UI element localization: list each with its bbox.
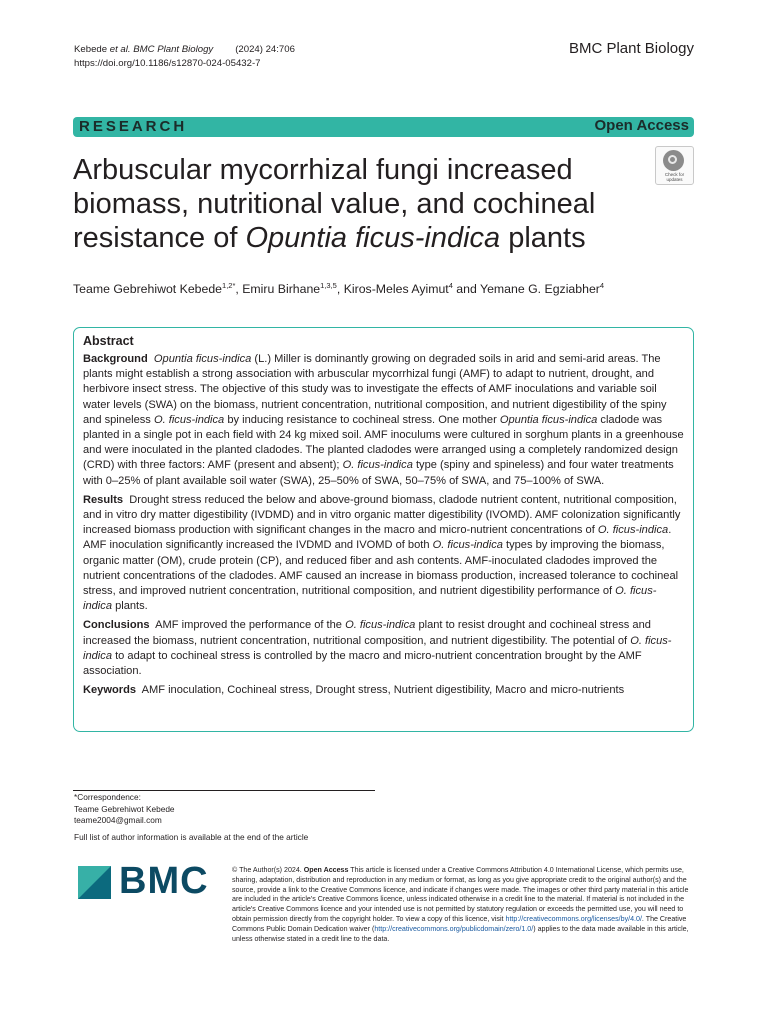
abstract-conclusions: Conclusions AMF improved the performance of the O. ficus-indica plant to resist drought and cochineal stress and increased the biomass, nutrient concentration, nutritional composition, and nutrient digestibility. The potential of O. ficus-indica to adapt to cochineal stress is controlled by the macro and micro-nutrient concentration brought by the AMF association. [83,619,672,678]
check-for-updates-button[interactable] [655,146,694,185]
bmc-logo [78,860,218,906]
header-journal-short: et al. BMC Plant Biology [109,44,214,55]
abstract-results: Results Drought stress reduced the below and above-ground biomass, cladode nutrient content, nutritional composition, and in vitro dry matter digestibility (IVDMD) and in vitro organic matter digestibility (IVOMD). AMF colonization significantly increased biomass production with significant changes in the macro and micro-nutrient concentrations of O. ficus-indica. AMF inoculation significantly increased the IVDMD and IVOMD of both O. ficus-indica types by improving the biomass, organic matter (OM), crude protein (CP), and reduced fiber and ash contents. AMF-inoculated cladodes improved the nutrient concentrations of the cladodes. AMF caused an increase in biomass production, increased tolerance to cochineal stress, and improved nutrient concentration, nutritional composition, and nutrient digestibility performance of O. ficus-indica plants. [83,493,681,613]
footnote-divider [73,790,375,791]
author-affiliation: 1,2* [222,281,236,290]
check-updates-icon [663,150,684,171]
header-volume: (2024) 24:706 [235,44,295,55]
check-updates-label: Check for updates [664,172,685,182]
citation-line [74,43,295,57]
bmc-logo-text: BMC [119,860,209,902]
doi-link[interactable]: https://doi.org/10.1186/s12870-024-05432-7 [74,58,261,69]
author-affiliation: 4 [448,281,453,290]
abstract-keywords: Keywords AMF inoculation, Cochineal stress, Drought stress, Nutrient digestibility, Macro and micro-nutrients [83,684,625,697]
open-access-label: Open Access [594,117,689,134]
header-author: Kebede [74,44,110,55]
author-list: Teame Gebrehiwot Kebede$^{1,2*}$, Emiru Birhane$^{1,3,5}$, Kiros-Meles Ayimut$^4$ and Yemane G. Egziabher$^4$ [73,281,605,296]
abstract-background: Background Opuntia ficus-indica (L.) Miller is dominantly growing on degraded soils in arid and semi-arid areas. The plants might establish a strong association with arbuscular mycorrhizal fungi (AMF) to adapt to nutrient, drought, and herbivore insect stress. The objective of this study was to investigate the effects of AMF inoculations and variable soil water levels (SWA) on the biomass, nutrient concentration, nutritional composition, and nutrient digestibility of the spiny and spineless O. ficus-indica by inducing resistance to cochineal stress. One mother Opuntia ficus-indica cladode was planted in a single pot in each field with 24 kg mixed soil. AMF inoculums were cultured in sorghum plants in a greenhouse and were inoculated in the planted cladodes. The planted cladodes were arranged using a completely randomized design (CRD) with three factors: AMF (present and absent); O. ficus-indica type (spiny and spineless) and four water treatments with 0–25% of plant available soil water (SWA), 25–50% of SWA, 50–75% of SWA, and 75–100% of SWA. [83,353,684,487]
author-name[interactable]: Yemane G. Egziabher [480,282,600,296]
abstract-heading: Abstract [83,334,134,348]
license-statement: © The Author(s) 2024. Open Access This article is licensed under a Creative Commons Attribution 4.0 International License, which permits use, sharing, adaptation, distribution and reproduction in any medium or format, as long as you give appropriate credit to the original author(s) and the source, provide a link to the Creative Commons licence, and indicate if changes were made. The images or other third party material in this article are included in the article's Creative Commons licence, unless indicated otherwise in a credit line to the material. If material is not included in the article's Creative Commons licence and your intended use is not permitted by statutory regulation or exceeds the permitted use, you will need to obtain permission directly from the copyright holder. To view a copy of this licence, visit http://creativecommons.org/licenses/by/4.0/. The Creative Commons Public Domain Dedication waiver (http://creativecommons.org/publicdomain/zero/1.0/) applies to the data made available in this article, unless otherwise stated in a credit line to the data. [232,866,689,943]
correspondence-email[interactable]: teame2004@gmail.com [74,815,162,825]
abstract-box [73,327,694,732]
correspondence-label: *Correspondence: [74,792,141,802]
correspondence-note [74,792,175,827]
article-title [73,153,633,255]
journal-name: BMC Plant Biology [568,40,694,57]
waiver-link[interactable]: http://creativecommons.org/publicdomain/zero/1.0/ [374,924,534,933]
article-type-banner [73,117,694,137]
author-info-note: Full list of author information is available at the end of the article [74,832,309,842]
article-type-label: RESEARCH [79,118,188,135]
author-name[interactable]: Teame Gebrehiwot Kebede [73,282,223,296]
author-affiliation: 1,3,5 [320,281,337,290]
author-name[interactable]: Emiru Birhane [242,282,321,296]
author-affiliation: 4 [599,281,605,290]
running-header [74,43,295,71]
title-text: Arbuscular mycorrhizal fungi increased biomass, nutritional value, and cochineal resistance of [73,154,596,254]
title-species: Opuntia ficus-indica [245,222,501,254]
author-name[interactable]: Kiros-Meles Ayimut [343,282,449,296]
license-link[interactable]: http://creativecommons.org/licenses/by/4.0/ [505,914,642,923]
correspondence-name: Teame Gebrehiwot Kebede [74,803,175,814]
title-text-end: plants [500,222,586,254]
